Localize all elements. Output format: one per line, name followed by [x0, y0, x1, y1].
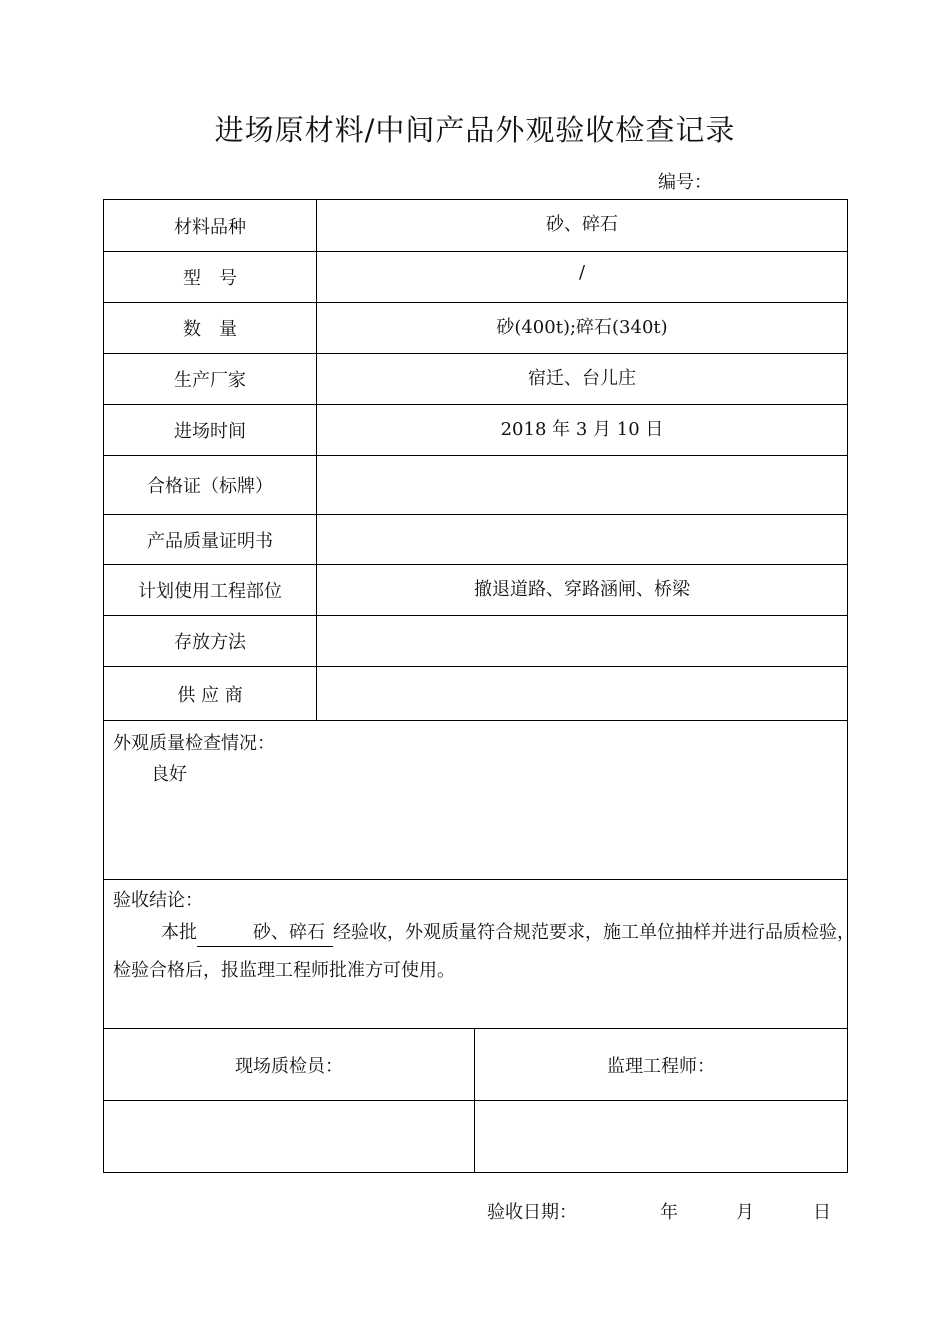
field-label: 数 量 [104, 303, 317, 353]
date-year-label: 年 [660, 1202, 678, 1223]
field-value[interactable]: 宿迁、台儿庄 [528, 368, 636, 389]
row-planned-usage [104, 565, 847, 616]
field-value[interactable]: 撤退道路、穿路涵闸、桥梁 [474, 579, 690, 600]
conclusion-material[interactable]: 砂、碎石 [197, 920, 333, 947]
date-day-label: 日 [813, 1202, 831, 1223]
row-storage-method [104, 616, 847, 667]
inspector-signature-field[interactable] [104, 1101, 475, 1172]
row-manufacturer [104, 354, 847, 405]
date-month-label: 月 [736, 1202, 754, 1223]
serial-number-label: 编号： [658, 172, 712, 193]
row-quality-certificate [104, 515, 847, 565]
supervisor-label-cell [475, 1029, 847, 1101]
row-quantity [104, 303, 847, 354]
field-value[interactable]: 2018 年 3 月 10 日 [500, 419, 664, 440]
conclusion-label: 验收结论： [113, 890, 203, 911]
field-label: 存放方法 [104, 616, 317, 666]
appearance-result[interactable]: 良好 [151, 764, 187, 785]
conclusion-body: 经验收，外观质量符合规范要求，施工单位抽样并进行品质检验， [333, 922, 855, 943]
appearance-section [104, 721, 847, 880]
field-label: 进场时间 [104, 405, 317, 455]
page-title: 进场原材料/中间产品外观验收检查记录 [214, 113, 736, 147]
acceptance-date-label: 验收日期： [487, 1202, 577, 1223]
row-arrival-time [104, 405, 847, 456]
inspector-label-cell [104, 1029, 475, 1101]
field-value[interactable]: / [578, 262, 586, 283]
supervisor-signature-field[interactable] [475, 1101, 847, 1172]
field-label: 生产厂家 [104, 354, 317, 404]
conclusion-text [113, 920, 855, 947]
field-label: 材料品种 [104, 200, 317, 251]
supervisor-label: 监理工程师： [607, 1055, 715, 1077]
conclusion-text-line2: 检验合格后，报监理工程师批准方可使用。 [113, 960, 455, 981]
conclusion-prefix: 本批 [161, 922, 197, 943]
row-certificate [104, 456, 847, 515]
field-label: 型 号 [104, 252, 317, 302]
field-value[interactable]: 砂(400t);碎石(340t) [496, 317, 668, 338]
field-value[interactable]: 砂、碎石 [546, 214, 618, 235]
field-label: 供 应 商 [104, 667, 317, 720]
field-label: 计划使用工程部位 [104, 565, 317, 615]
row-material-type [104, 200, 847, 252]
field-label: 产品质量证明书 [104, 515, 317, 564]
appearance-label: 外观质量检查情况： [113, 733, 275, 754]
inspector-label: 现场质检员： [235, 1055, 343, 1077]
row-model [104, 252, 847, 303]
inspection-form [103, 199, 855, 1173]
row-supplier [104, 667, 847, 721]
field-label: 合格证（标牌） [104, 456, 317, 514]
conclusion-section [104, 880, 855, 1029]
